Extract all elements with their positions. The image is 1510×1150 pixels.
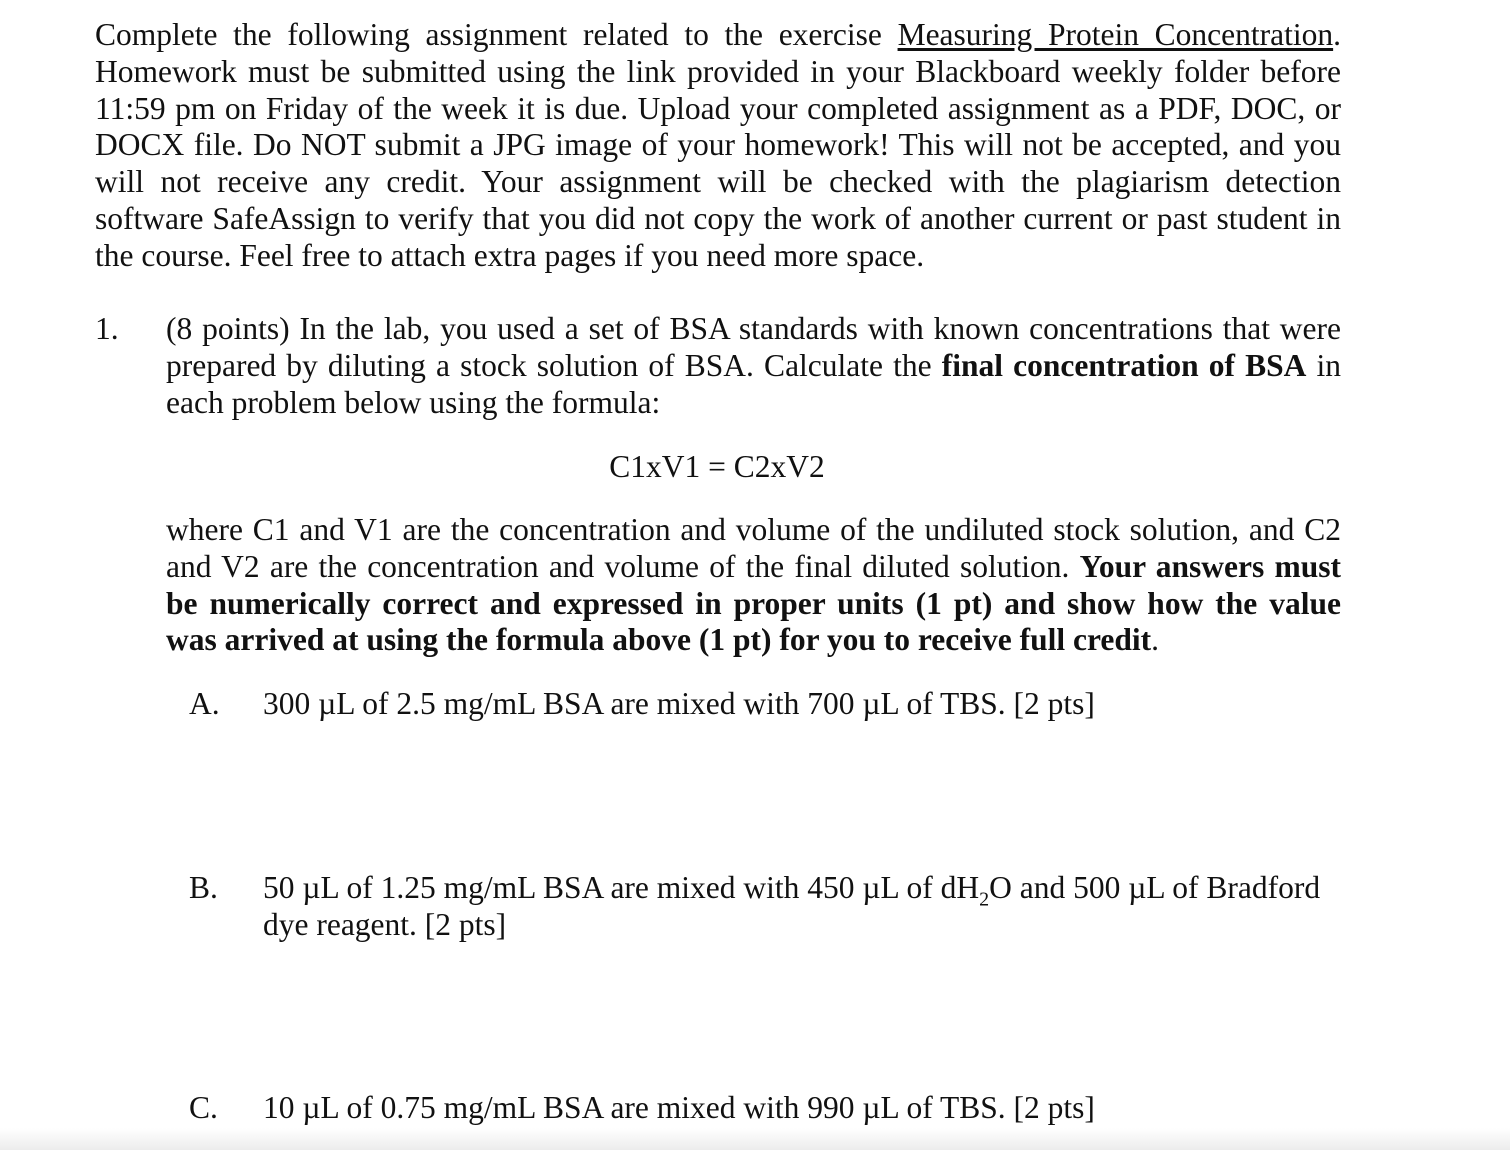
instructions-text-rest: . Homework must be submitted using the link provided in your Blackboard weekly folder before 11:59 pm on Friday of the week it is due. Upload your completed assignment as a PDF, DOC, or DOCX file. Do NOT submit a JPG image of your homework! This will not be accepted, and you will not receive any credit. Your assignment will be checked with the plagiarism detection software SafeAssign to verify that you did not copy the work of another current or past student in the course. Feel free to attach extra pages if you need more space. — [95, 17, 1341, 273]
formula-explanation-end: . — [1151, 622, 1159, 658]
part-c-letter: C. — [189, 1090, 218, 1125]
part-a-letter: A. — [189, 686, 220, 721]
question-prompt-emphasis: final concentration of BSA — [941, 347, 1307, 383]
question-prompt-end: in each problem below using the formula: — [166, 347, 1341, 420]
part-b-subscript: 2 — [979, 888, 990, 911]
part-a-text: 300 µL of 2.5 mg/mL BSA are mixed with 700 µL of TBS. [2 pts] — [263, 686, 1095, 721]
exercise-title-link[interactable]: Measuring Protein Concentration — [897, 17, 1334, 52]
part-b-text — [263, 870, 1343, 944]
part-c-text: 10 µL of 0.75 mg/mL BSA are mixed with 990 µL of TBS. [2 pts] — [263, 1090, 1095, 1125]
instructions-text-start: Complete the following assignment related to the exercise — [95, 17, 898, 52]
page-bottom-shadow — [0, 1128, 1510, 1150]
part-b-text-start: 50 µL of 1.25 mg/mL BSA are mixed with 450 µL of dH — [263, 870, 980, 905]
instructions-paragraph — [95, 17, 1341, 275]
grading-requirements: Your answers must be numerically correct and expressed in proper units (1 pt) and show how the value was arrived at using the formula above (1 pt) for you to receive full credit — [166, 548, 1341, 658]
question-prompt — [166, 311, 1341, 421]
question-number: 1. — [95, 311, 119, 346]
formula-explanation-text: where C1 and V1 are the concentration and volume of the undiluted stock solution, and C2 and V2 are the concentration and volume of the final diluted solution. — [166, 512, 1341, 584]
part-b-letter: B. — [189, 870, 218, 905]
dilution-formula: C1xV1 = C2xV2 — [609, 449, 825, 484]
part-b-text-end: O and 500 µL of Bradford dye reagent. [2 pts] — [263, 870, 1321, 942]
question-prompt-start: (8 points) In the lab, you used a set of BSA standards with known concentrations that were prepared by diluting a stock solution of BSA. Calculate the — [166, 311, 1341, 383]
formula-explanation — [166, 512, 1341, 659]
